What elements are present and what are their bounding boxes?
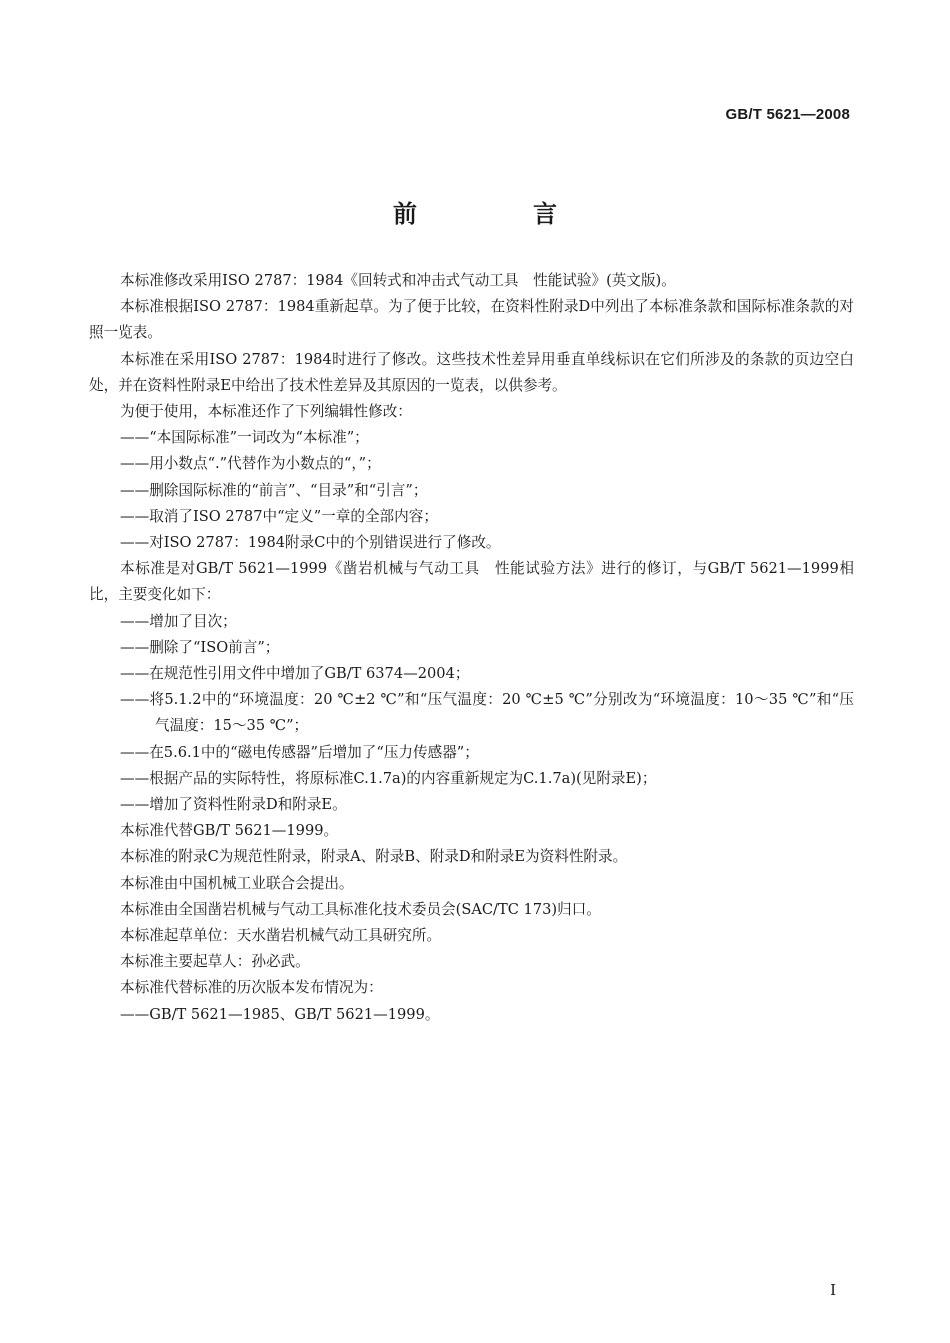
paragraph-revision: 本标准是对GB/T 5621—1999《凿岩机械与气动工具 性能试验方法》进行的修订，与GB/T 5621—1999相比，主要变化如下： <box>89 560 854 604</box>
page-number: I <box>830 1281 836 1299</box>
page-title: 前 言 <box>393 200 603 228</box>
standard-code: GB/T 5621—2008 <box>725 106 850 123</box>
list-item: ——将5.1.2中的“环境温度：20 ℃±2 ℃”和“压气温度：20 ℃±5 ℃”分别改为“环境温度：10～35 ℃”和“压气温度：15～35 ℃”； <box>120 691 854 735</box>
foreword-body <box>89 268 854 1028</box>
paragraph-centralized-by: 本标准由全国凿岩机械与气动工具标准化技术委员会(SAC/TC 173)归口。 <box>120 900 601 918</box>
paragraph-adoption: 本标准修改采用ISO 2787：1984《回转式和冲击式气动工具 性能试验》(英文版)。 <box>120 272 676 289</box>
list-item: ——增加了目次； <box>120 612 237 630</box>
paragraph-proposed-by: 本标准由中国机械工业联合会提出。 <box>120 874 354 892</box>
paragraph-editorial-intro: 为便于使用，本标准还作了下列编辑性修改： <box>120 403 412 421</box>
list-item: ——在规范性引用文件中增加了GB/T 6374—2004； <box>120 665 470 683</box>
list-item: ——用小数点“.”代替作为小数点的“，”； <box>120 455 381 473</box>
list-item: ——对ISO 2787：1984附录C中的个别错误进行了修改。 <box>120 534 501 552</box>
list-item: ——“本国际标准”一词改为“本标准”； <box>120 429 369 447</box>
list-item: ——在5.6.1中的“磁电传感器”后增加了“压力传感器”； <box>120 743 479 761</box>
paragraph-replaces: 本标准代替GB/T 5621—1999。 <box>120 822 339 840</box>
list-item: ——删除了“ISO前言”； <box>120 638 280 656</box>
list-item: ——根据产品的实际特性，将原标准C.1.7a)的内容重新规定为C.1.7a)(见附录E)； <box>120 769 657 787</box>
paragraph-modifications: 本标准在采用ISO 2787：1984时进行了修改。这些技术性差异用垂直单线标识在它们所涉及的条款的页边空白处，并在资料性附录E中给出了技术性差异及其原因的一览表，以供参考。 <box>89 350 854 394</box>
paragraph-redrafting: 本标准根据ISO 2787：1984重新起草。为了便于比较，在资料性附录D中列出了本标准条款和国际标准条款的对照一览表。 <box>89 298 854 342</box>
paragraph-drafter: 本标准主要起草人：孙必武。 <box>120 953 310 971</box>
list-item: ——删除国际标准的“前言”、“目录”和“引言”； <box>120 481 428 499</box>
list-item: ——GB/T 5621—1985、GB/T 5621—1999。 <box>120 1005 440 1023</box>
list-item: ——增加了资料性附录D和附录E。 <box>120 796 347 814</box>
paragraph-history-intro: 本标准代替标准的历次版本发布情况为： <box>120 979 383 997</box>
paragraph-drafting-unit: 本标准起草单位：天水凿岩机械气动工具研究所。 <box>120 927 442 945</box>
list-item: ——取消了ISO 2787中“定义”一章的全部内容； <box>120 507 438 525</box>
paragraph-annexes: 本标准的附录C为规范性附录，附录A、附录B、附录D和附录E为资料性附录。 <box>120 848 628 866</box>
